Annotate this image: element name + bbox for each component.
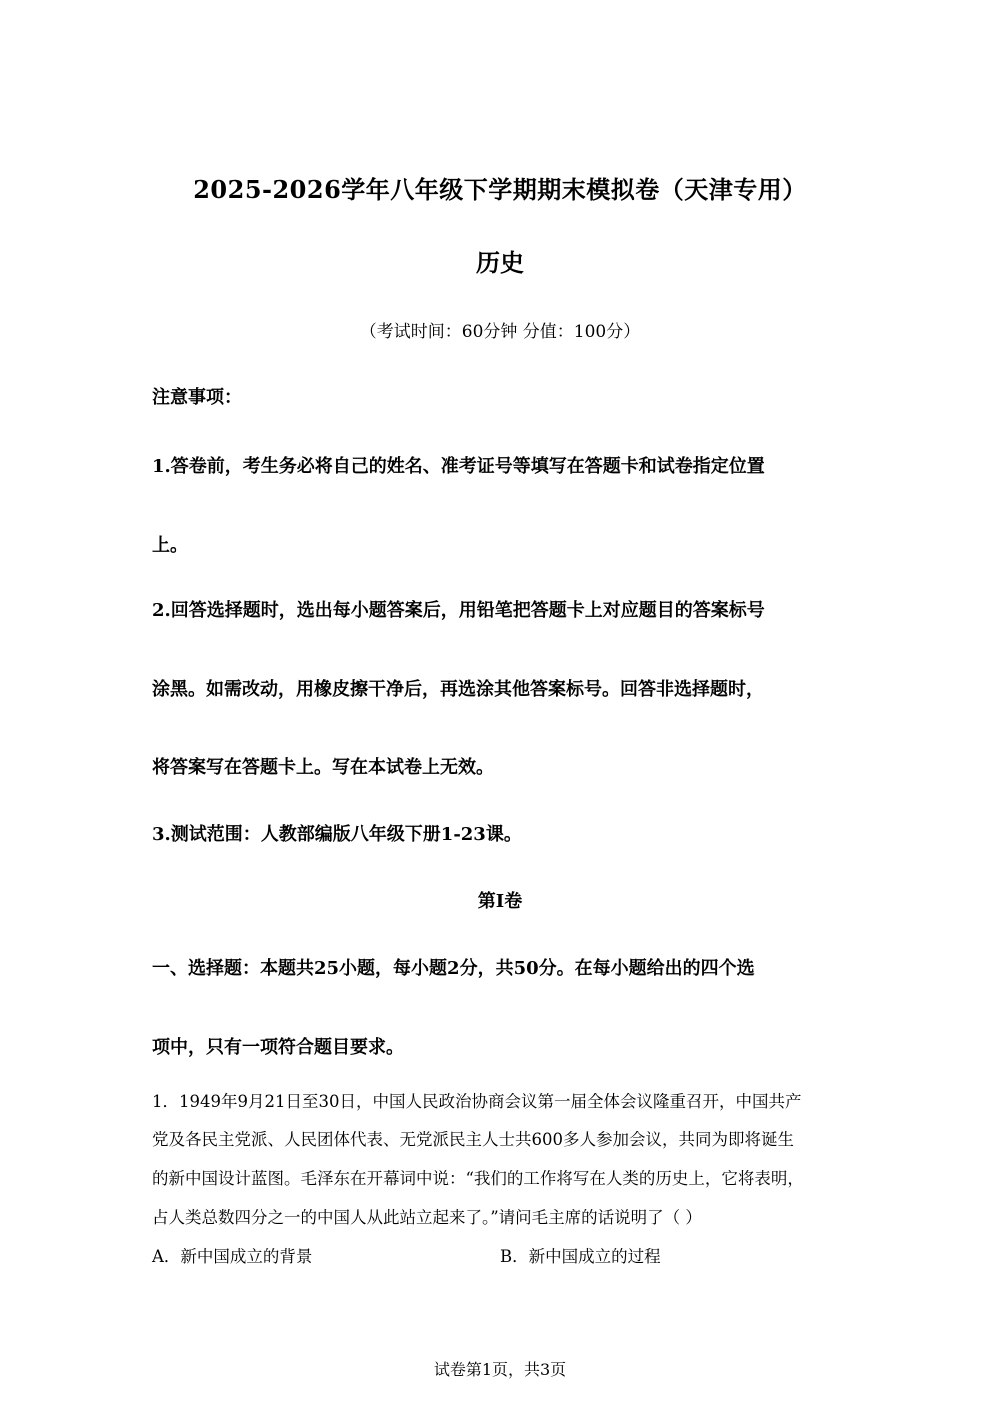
notice-line: 涂黑。如需改动，用橡皮擦干净后，再选涂其他答案标号。回答非选择题时， [152, 679, 764, 700]
notice-line: 3.测试范围：人教部编版八年级下册1-23课。 [152, 824, 522, 845]
notice-line: 2.回答选择题时，选出每小题答案后，用铅笔把答题卡上对应题目的答案标号 [152, 600, 765, 621]
option-b: B．新中国成立的过程 [500, 1247, 661, 1266]
question-text: 的新中国设计蓝图。毛泽东在开幕词中说：“我们的工作将写在人类的历史上，它将表明， [152, 1169, 804, 1188]
section-heading: 一、选择题：本题共25小题，每小题2分，共50分。在每小题给出的四个选 [152, 958, 755, 979]
notice-heading: 注意事项： [152, 387, 242, 408]
page-footer: 试卷第1页，共3页 [433, 1360, 567, 1379]
question-text: 占人类总数四分之一的中国人从此站立起来了。”请问毛主席的话说明了（ ） [152, 1208, 702, 1227]
exam-time-score: （考试时间：60分钟 分值：100分） [359, 322, 641, 342]
question-text: 1．1949年9月21日至30日，中国人民政治协商会议第一届全体会议隆重召开，中国共产 [152, 1092, 802, 1111]
volume-title: 第Ⅰ卷 [477, 891, 523, 912]
option-a: A．新中国成立的背景 [152, 1247, 313, 1266]
exam-title: 2025-2026学年八年级下学期期末模拟卷（天津专用） [193, 175, 807, 204]
section-heading: 项中，只有一项符合题目要求。 [152, 1037, 404, 1058]
subject-title: 历史 [476, 248, 524, 277]
question-text: 党及各民主党派、人民团体代表、无党派民主人士共600多人参加会议，共同为即将诞生 [152, 1130, 794, 1149]
notice-line: 1.答卷前，考生务必将自己的姓名、准考证号等填写在答题卡和试卷指定位置 [152, 456, 765, 477]
notice-line: 将答案写在答题卡上。写在本试卷上无效。 [152, 757, 494, 778]
notice-line: 上。 [152, 535, 188, 556]
